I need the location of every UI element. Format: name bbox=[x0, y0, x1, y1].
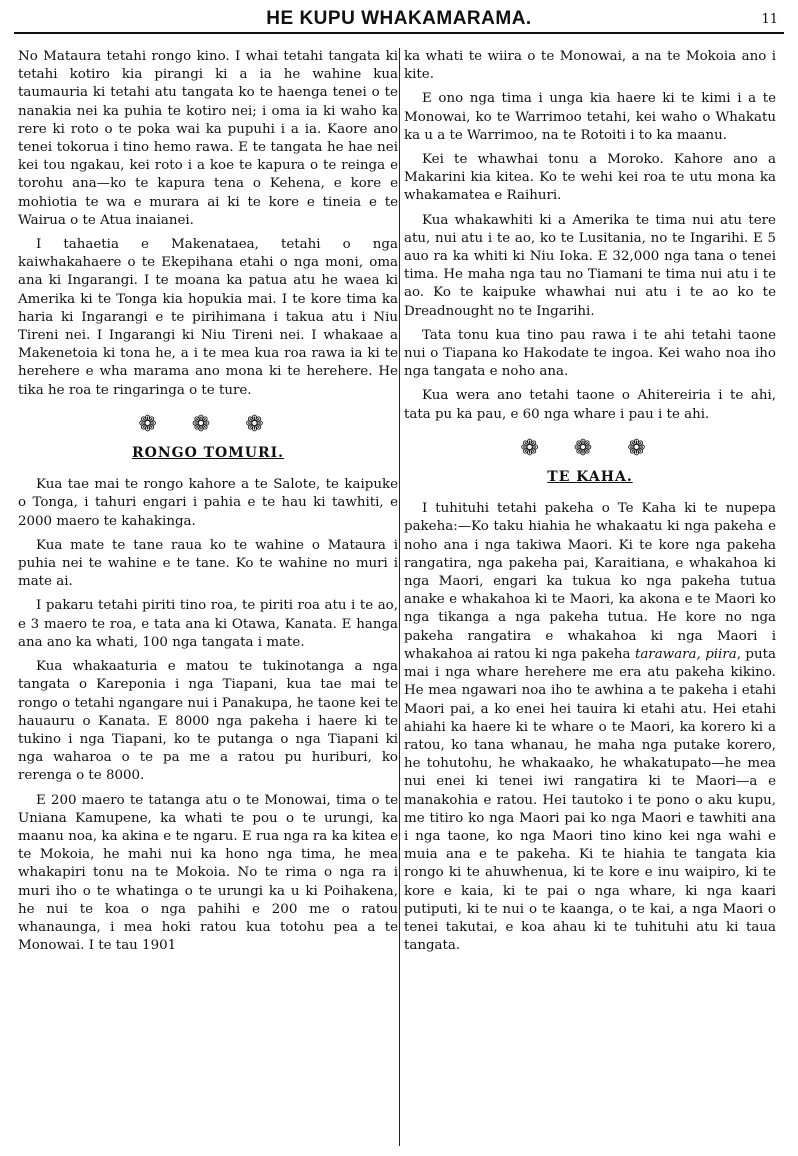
article-paragraph: E ono nga tima i unga kia haere ki te kimi i a te Monowai, ko te Warrimoo tetahi, kei waho o Whakatu ka u a te Warrimoo, na te Rotoiti i to ka maanu. bbox=[404, 91, 776, 143]
text-run: , puta mai i nga whare herehere me era atu pakeha kikino. He mea ngawari noa iho te awhina a te pakeha i etahi Maori pai, a ko enei hei tauira ki etahi atu. Hei etahi ahiahi ka haere ki te whare o te Maori, ka korero ki a ratou, ko tana whanau, he maha nga putake korero, he tohutohu, he whakaako, he whakatupato—he mea nui enei ki tenei iwi rangatira ki te Maori—a e manakohia e ratou. Hei tautoko i te pono o aku kupu, me titiro ko nga Maori pai ko nga Maori e tawhiti ana i nga taone, ko nga Maori tino kino kei nga wahi e muia ana e te pakeha. Ki te hiahia te tangata kia rongo ki te ahuwhenua, ki te kore e inu waipiro, ki te kore e kaia, ki te pai o nga whare, ki nga kaari putiputi, ki te nui o te kaanga, o te kai, a nga Maori o tenei takutai, e koa ahau ki te tuhituhi atu ki taua tangata. bbox=[404, 646, 776, 954]
article-paragraph: ka whati te wiira o te Monowai, a na te Mokoia ano i kite. bbox=[404, 49, 776, 83]
article-paragraph: I tahaetia e Makenataea, tetahi o nga kaiwhakahaere o te Ekepihana etahi o nga moni, oma ana ki Ingarangi. I te moana ka patua atu he waea ki Amerika ki te Tonga kia hopukia mai. I te kore tima ka haria ki Ingarangi e te pirihimana i takua atu i Niu Tireni nei. I Ingarangi ki Niu Tireni nei. I whakaae a Makenetoia ki tona he, a i te mea kua roa rawa ia ki te herehere e wha marama ano mona ki te herehere. He tika he roa te ringaringa o te ture. bbox=[18, 237, 398, 398]
article-paragraph: No Mataura tetahi rongo kino. I whai tetahi tangata ki tetahi kotiro kia pirangi ki a ia he wahine kua taumauria ki tetahi atu tangata ko te haenga tenei o te nanakia nei ka puhia te kotiro nei; i oma ia ki waho ka rere ki roto o te poka wai ka pupuhi i a ia. Kaore ano tenei tokorua i tino hemo rawa. E te tangata he hae nei kei tou ngakau, kei roto i a koe te kapura o te reinga e torohu ana—ko te kapura tena o Kehena, e kore e mohiotia te wa e murara ai ki te kore e tineia e te Wairua o te Atua inaianei. bbox=[18, 49, 398, 228]
page-number: 11 bbox=[761, 12, 778, 27]
article-paragraph: Tata tonu kua tino pau rawa i te ahi tetahi taone nui o Tiapana ko Hakodate te ingoa. Kei waho noa iho nga tangata e noho ana. bbox=[404, 327, 776, 380]
ornament-divider: ❁ ❁ ❁ bbox=[520, 435, 660, 461]
column-divider bbox=[399, 48, 400, 1146]
article-paragraph: Kua mate te tane raua ko te wahine o Mataura i puhia nei te wahine e te tane. Ko te wahine no muri i mate ai. bbox=[18, 537, 398, 590]
text-run: I tuhituhi tetahi pakeha o Te Kaha ki te nupepa pakeha:—Ko taku hiahia he whakaatu ki nga pakeha e noho ana i nga takiwa Maori. Ki te kore nga pakeha rangatira, nga pakeha pai, Karaitiana, e whakahoa ki nga Maori, engari ka tukua ko nga pakeha tutua anake e whakahoa ki te Maori, ka akona e te Maori ko nga tikanga a nga pakeha tutua. He kore no nga pakeha rangatira e whakahoa ki nga Maori i whakahoa ai ratou ki nga pakeha bbox=[404, 501, 776, 662]
page-title: HE KUPU WHAKAMARAMA. bbox=[266, 8, 532, 29]
article-paragraph: Kei te whawhai tonu a Moroko. Kahore ano a Makarini kia kitea. Ko te wehi kei roa te utu mona ka whakamatea e Raihuri. bbox=[404, 152, 776, 204]
article-paragraph: I pakaru tetahi piriti tino roa, te piriti roa atu i te ao, e 3 maero te roa, e tata ana ki Otawa, Kanata. E hanga ana ano ka whati, 100 nga tangata i mate. bbox=[18, 598, 398, 650]
left-column bbox=[18, 48, 398, 961]
page-header bbox=[14, 6, 784, 34]
section-title-te-kaha: TE KAHA. bbox=[547, 469, 633, 486]
right-column bbox=[404, 48, 776, 961]
section-title-rongo-tomuri: RONGO TOMURI. bbox=[131, 445, 285, 462]
article-paragraph: Kua whakawhiti ki a Amerika te tima nui atu tere atu, nui atu i te ao, ko te Lusitania, no te Ingarihi. E 5 auo ra ka whiti ki Niu Ioka. E 32,000 nga tana o tenei tima. He maha nga tau no Tiamani te tima nui atu i te ao. Ko te kaipuke whawhai nui atu i te ao ko te Dreadnought no te Ingarihi. bbox=[404, 212, 776, 319]
article-paragraph: E 200 maero te tatanga atu o te Monowai, tima o te Uniana Kamupene, ka whati te pou o te urungi, ka maanu noa, ka akina e te ngaru. E rua nga ra ka kitea e te Mokoia, he mahi nui ka hono nga tima, he mea whakapiri tonu na te Mokoia. No te rima o nga ra i muri iho o te whatinga o te urungi ka u ki Poihakena, he nui te koa o nga pahihi e 200 me o ratou whanaunga, i mea hoki ratou kua totohu pea a te Monowai. I te tau 1901 bbox=[18, 792, 398, 954]
article-paragraph: Kua whakaaturia e matou te tukinotanga a nga tangata o Kareponia i nga Tiapani, kua tae mai te rongo o tetahi ngangare nui i Panakupa, he taone kei te hauauru o Kanata. E 8000 nga pakeha i haere ki te tukino i nga Tiapani, ko te putanga o nga Tiapani ki nga waharoa o te pa me a ratou pu huriburi, ko rerenga o te 8000. bbox=[18, 659, 398, 784]
ornament-divider: ❁ ❁ ❁ bbox=[138, 411, 278, 437]
italic-term: tarawara, piira bbox=[634, 646, 737, 662]
article-paragraph: Kua wera ano tetahi taone o Ahitereiria i te ahi, tata pu ka pau, e 60 nga whare i pau i te ahi. bbox=[404, 388, 776, 422]
article-paragraph bbox=[404, 500, 776, 955]
article-paragraph: Kua tae mai te rongo kahore a te Salote, te kaipuke o Tonga, i tahuri engari i pahia e te hau ki tawhiti, e 2000 maero te kahakinga. bbox=[18, 477, 398, 529]
